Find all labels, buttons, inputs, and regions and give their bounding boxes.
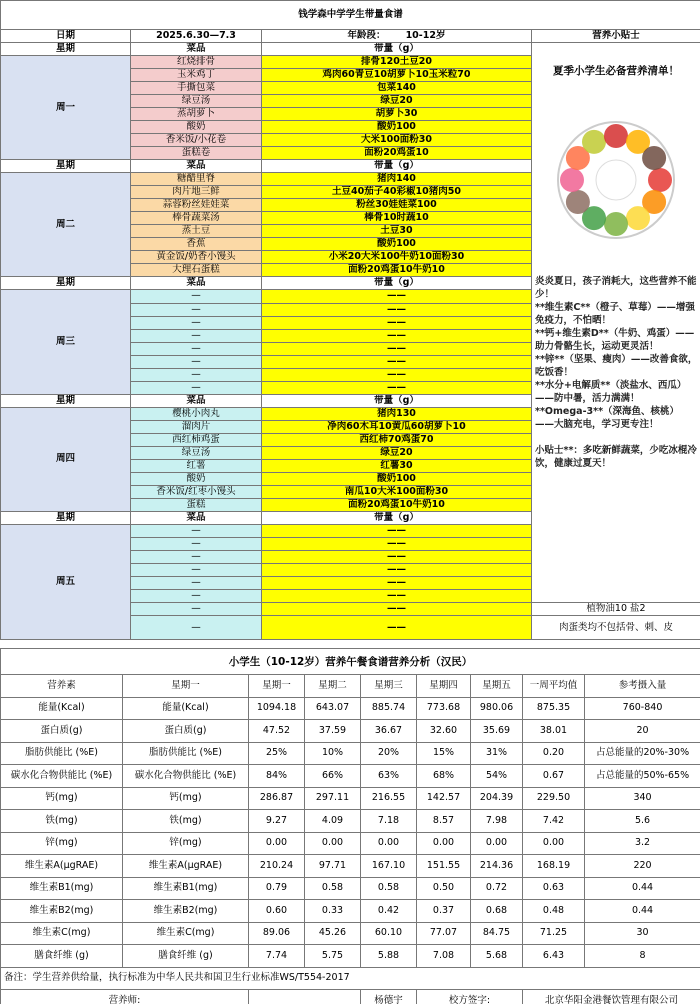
analysis-row (1, 832, 700, 855)
analysis-cell: 875.35 (523, 697, 585, 720)
tip-line: **钙+维生素D**（牛奶、鸡蛋）——助力骨骼生长，运动更灵活！ (535, 328, 695, 352)
dish-name: — (131, 381, 262, 394)
dish-amount: —— (262, 538, 532, 551)
dish-amount: 包菜140 (262, 82, 532, 95)
analysis-header: 星期五 (471, 675, 523, 698)
analysis-cell: 0.67 (523, 765, 585, 788)
dish-amount: —— (262, 329, 532, 342)
dish-name: 手撕包菜 (131, 82, 262, 95)
school-sign-label: 校方签字: (417, 990, 523, 1004)
dish-name: 红烧排骨 (131, 56, 262, 69)
dish-amount: 酸奶100 (262, 238, 532, 251)
dish-name: — (131, 290, 262, 303)
day-label: 周一 (1, 56, 131, 160)
analysis-cell: 210.24 (249, 855, 305, 878)
dish-name: 香米饭/小花卷 (131, 134, 262, 147)
signature-row (1, 990, 700, 1004)
analysis-cell: 5.68 (471, 945, 523, 968)
analysis-title: 小学生（10-12岁）营养午餐食谱营养分析（汉民） (1, 649, 700, 675)
tips-header: 营养小贴士 (532, 30, 700, 43)
food-plate-image (553, 117, 679, 243)
dish-amount: —— (262, 603, 532, 616)
dish-name: — (131, 551, 262, 564)
analysis-header: 星期三 (361, 675, 417, 698)
dish-name: — (131, 316, 262, 329)
dish-amount: —— (262, 290, 532, 303)
analysis-cell: 37.59 (305, 720, 361, 743)
analysis-cell: 68% (417, 765, 471, 788)
title-row (1, 1, 700, 30)
analysis-cell: 25% (249, 742, 305, 765)
analysis-cell: 47.52 (249, 720, 305, 743)
dish-name: — (131, 342, 262, 355)
analysis-title-row (1, 649, 700, 675)
dietitian-label: 营养师: (1, 990, 249, 1004)
analysis-cell: 204.39 (471, 787, 523, 810)
analysis-cell: 643.07 (305, 697, 361, 720)
dish-name: 西红柿鸡蛋 (131, 433, 262, 446)
meat-note: 肉蛋类均不包括骨、刺、皮 (532, 616, 700, 640)
dish-amount: 粉丝30娃娃菜100 (262, 199, 532, 212)
analysis-cell: 5.6 (585, 810, 700, 833)
analysis-cell: 38.01 (523, 720, 585, 743)
analysis-header-row (1, 675, 700, 698)
age-value: 10-12岁 (405, 30, 446, 41)
weekday-header: 星期 (1, 277, 131, 290)
analysis-cell: 维生素A(μgRAE) (123, 855, 249, 878)
day-label: 周五 (1, 524, 131, 639)
analysis-cell: 膳食纤维 (g) (1, 945, 123, 968)
day-label: 周三 (1, 290, 131, 394)
analysis-row (1, 742, 700, 765)
day-header-row (1, 43, 700, 56)
analysis-cell: 维生素B2(mg) (1, 900, 123, 923)
analysis-cell: 钙(mg) (1, 787, 123, 810)
dish-name: 绿豆汤 (131, 446, 262, 459)
analysis-cell: 20 (585, 720, 700, 743)
analysis-cell: 0.33 (305, 900, 361, 923)
analysis-cell: 340 (585, 787, 700, 810)
dish-header: 菜品 (131, 394, 262, 407)
analysis-row (1, 945, 700, 968)
analysis-cell: 20% (361, 742, 417, 765)
analysis-cell: 0.00 (305, 832, 361, 855)
dish-name: — (131, 616, 262, 640)
analysis-cell: 能量(Kcal) (123, 697, 249, 720)
analysis-cell: 10% (305, 742, 361, 765)
weekday-header: 星期 (1, 394, 131, 407)
analysis-cell: 7.74 (249, 945, 305, 968)
analysis-cell: 膳食纤维 (g) (123, 945, 249, 968)
analysis-cell: 60.10 (361, 922, 417, 945)
company-name: 北京华阳金港餐饮管理有限公司 (523, 990, 700, 1004)
dish-amount: —— (262, 551, 532, 564)
tip-line (535, 431, 698, 444)
dish-amount: 面粉20鸡蛋10 (262, 147, 532, 160)
analysis-cell: 7.08 (417, 945, 471, 968)
analysis-cell: 6.43 (523, 945, 585, 968)
dish-header: 菜品 (131, 43, 262, 56)
amount-header: 带量（g） (262, 511, 532, 524)
analysis-cell: 30 (585, 922, 700, 945)
analysis-cell: 0.58 (305, 877, 361, 900)
analysis-cell: 维生素B1(mg) (123, 877, 249, 900)
tips-panel (532, 43, 700, 603)
dish-amount: 土豆40茄子40彩椒10猪肉50 (262, 186, 532, 199)
analysis-cell: 45.26 (305, 922, 361, 945)
analysis-cell: 0.00 (361, 832, 417, 855)
dish-amount: 绿豆20 (262, 95, 532, 108)
dish-amount: 猪肉140 (262, 173, 532, 186)
analysis-cell: 220 (585, 855, 700, 878)
dish-amount: 南瓜10大米100面粉30 (262, 485, 532, 498)
dish-amount: —— (262, 381, 532, 394)
dish-name: 绿豆汤 (131, 95, 262, 108)
analysis-cell: 蛋白质(g) (123, 720, 249, 743)
dish-amount: —— (262, 316, 532, 329)
analysis-cell: 脂肪供能比 (%E) (123, 742, 249, 765)
dish-name: 溜肉片 (131, 420, 262, 433)
analysis-cell: 0.44 (585, 900, 700, 923)
dish-amount: —— (262, 355, 532, 368)
dish-name: 香蕉 (131, 238, 262, 251)
tip-line: **维生素C**（橙子、草莓）——增强免疫力，不怕晒！ (535, 302, 695, 326)
analysis-cell: 5.88 (361, 945, 417, 968)
dish-name: 香米饭/红枣小馒头 (131, 485, 262, 498)
dish-amount: 西红柿70鸡蛋70 (262, 433, 532, 446)
dish-name: 蒸土豆 (131, 225, 262, 238)
dish-name: 红薯 (131, 459, 262, 472)
dish-amount: 红薯30 (262, 459, 532, 472)
analysis-cell: 15% (417, 742, 471, 765)
dish-amount: 胡萝卜30 (262, 108, 532, 121)
analysis-cell: 773.68 (417, 697, 471, 720)
amount-header: 带量（g） (262, 277, 532, 290)
dish-name: 棒骨蔬菜汤 (131, 212, 262, 225)
analysis-cell: 8.57 (417, 810, 471, 833)
analysis-cell: 89.06 (249, 922, 305, 945)
dish-name: 蛋糕 (131, 498, 262, 511)
amount-header: 带量（g） (262, 394, 532, 407)
age-label: 年龄段： (347, 30, 386, 41)
analysis-cell: 蛋白质(g) (1, 720, 123, 743)
analysis-cell: 7.18 (361, 810, 417, 833)
dish-name: — (131, 538, 262, 551)
analysis-header: 参考摄入量 (585, 675, 700, 698)
analysis-cell: 7.98 (471, 810, 523, 833)
analysis-cell: 3.2 (585, 832, 700, 855)
analysis-cell: 31% (471, 742, 523, 765)
dish-name: — (131, 603, 262, 616)
analysis-row (1, 697, 700, 720)
analysis-cell: 36.67 (361, 720, 417, 743)
dish-name: — (131, 303, 262, 316)
dish-amount: 面粉20鸡蛋10牛奶10 (262, 498, 532, 511)
dish-amount: —— (262, 303, 532, 316)
dish-name: 蒸胡萝卜 (131, 108, 262, 121)
tips-headline: 夏季小学生必备营养清单！ (553, 65, 679, 77)
analysis-cell: 980.06 (471, 697, 523, 720)
dish-header: 菜品 (131, 511, 262, 524)
remark-row (1, 967, 700, 990)
analysis-cell: 0.58 (361, 877, 417, 900)
analysis-cell: 钙(mg) (123, 787, 249, 810)
tip-line: **Omega-3**（深海鱼、核桃）——大脑充电，学习更专注！ (535, 406, 680, 430)
analysis-cell: 0.42 (361, 900, 417, 923)
dish-amount: —— (262, 342, 532, 355)
tip-line: 炎炎夏日，孩子消耗大，这些营养不能少！ (535, 276, 697, 300)
dish-name: 酸奶 (131, 472, 262, 485)
age-cell (262, 30, 532, 43)
dish-amount: —— (262, 616, 532, 640)
analysis-cell: 0.37 (417, 900, 471, 923)
dish-amount: —— (262, 577, 532, 590)
oil-salt-note: 植物油10 盐2 (532, 603, 700, 616)
analysis-cell: 0.50 (417, 877, 471, 900)
dish-amount: 土豆30 (262, 225, 532, 238)
analysis-cell: 脂肪供能比 (%E) (1, 742, 123, 765)
analysis-cell: 71.25 (523, 922, 585, 945)
dish-amount: 排骨120土豆20 (262, 56, 532, 69)
dish-amount: —— (262, 524, 532, 537)
analysis-cell: 锌(mg) (1, 832, 123, 855)
weekday-header: 星期 (1, 43, 131, 56)
dish-name: — (131, 329, 262, 342)
analysis-cell: 0.63 (523, 877, 585, 900)
dish-amount: 鸡肉60青豆10胡萝卜10玉米粒70 (262, 69, 532, 82)
analysis-cell: 229.50 (523, 787, 585, 810)
analysis-cell: 7.42 (523, 810, 585, 833)
nutrition-analysis-table (0, 648, 700, 1004)
analysis-cell: 0.68 (471, 900, 523, 923)
date-label: 日期 (1, 30, 131, 43)
analysis-row (1, 810, 700, 833)
analysis-header: 一周平均值 (523, 675, 585, 698)
analysis-cell: 碳水化合物供能比 (%E) (123, 765, 249, 788)
analysis-cell: 占总能量的50%-65% (585, 765, 700, 788)
analysis-cell: 35.69 (471, 720, 523, 743)
analysis-cell: 0.00 (523, 832, 585, 855)
dish-name: 黄金饭/奶香小馒头 (131, 251, 262, 264)
analysis-cell: 5.75 (305, 945, 361, 968)
analysis-cell: 0.00 (471, 832, 523, 855)
analysis-header: 营养素 (1, 675, 123, 698)
analysis-cell: 铁(mg) (1, 810, 123, 833)
analysis-cell: 0.00 (249, 832, 305, 855)
analysis-cell: 0.60 (249, 900, 305, 923)
dish-name: — (131, 524, 262, 537)
analysis-cell: 0.48 (523, 900, 585, 923)
dish-amount: —— (262, 590, 532, 603)
analysis-cell: 760-840 (585, 697, 700, 720)
analysis-header: 星期一 (249, 675, 305, 698)
analysis-cell: 铁(mg) (123, 810, 249, 833)
amount-header: 带量（g） (262, 43, 532, 56)
analysis-row (1, 877, 700, 900)
analysis-cell: 167.10 (361, 855, 417, 878)
tip-line: **锌**（坚果、瘦肉）——改善食欲，吃饭香！ (535, 354, 698, 378)
dish-name: 大理石蛋糕 (131, 264, 262, 277)
dish-amount: 酸奶100 (262, 121, 532, 134)
date-row (1, 30, 700, 43)
analysis-cell: 维生素B2(mg) (123, 900, 249, 923)
tip-line: **水分+电解质**（淡盐水、西瓜）——防中暑，活力满满！ (535, 380, 687, 404)
dish-amount: 棒骨10时蔬10 (262, 212, 532, 225)
analysis-cell: 0.79 (249, 877, 305, 900)
analysis-cell: 9.27 (249, 810, 305, 833)
dish-amount: 酸奶100 (262, 472, 532, 485)
analysis-cell: 84.75 (471, 922, 523, 945)
dish-amount: 绿豆20 (262, 446, 532, 459)
analysis-cell: 151.55 (417, 855, 471, 878)
blank-cell (249, 990, 361, 1004)
dish-name: — (131, 355, 262, 368)
analysis-cell: 1094.18 (249, 697, 305, 720)
analysis-cell: 97.71 (305, 855, 361, 878)
analysis-cell: 锌(mg) (123, 832, 249, 855)
analysis-cell: 142.57 (417, 787, 471, 810)
analysis-cell: 维生素C(mg) (123, 922, 249, 945)
analysis-cell: 维生素A(μgRAE) (1, 855, 123, 878)
analysis-cell: 216.55 (361, 787, 417, 810)
dish-amount: —— (262, 564, 532, 577)
dish-amount: 净肉60木耳10黄瓜60胡萝卜10 (262, 420, 532, 433)
dietitian-name: 杨德宇 (361, 990, 417, 1004)
dish-name: — (131, 368, 262, 381)
dish-name: 樱桃小肉丸 (131, 407, 262, 420)
analysis-cell: 297.11 (305, 787, 361, 810)
weekday-header: 星期 (1, 511, 131, 524)
day-label: 周四 (1, 407, 131, 511)
amount-header: 带量（g） (262, 160, 532, 173)
day-label: 周二 (1, 173, 131, 277)
analysis-header: 星期一 (123, 675, 249, 698)
dish-name: 酸奶 (131, 121, 262, 134)
analysis-cell: 0.20 (523, 742, 585, 765)
date-range: 2025.6.30—7.3 (131, 30, 262, 43)
dish-name: 肉片地三鲜 (131, 186, 262, 199)
dish-name: — (131, 577, 262, 590)
dish-name: — (131, 564, 262, 577)
analysis-cell: 286.87 (249, 787, 305, 810)
dish-header: 菜品 (131, 160, 262, 173)
dish-amount: 小米20大米100牛奶10面粉30 (262, 251, 532, 264)
dish-amount: 面粉20鸡蛋10牛奶10 (262, 264, 532, 277)
dish-name: — (131, 590, 262, 603)
analysis-cell: 能量(Kcal) (1, 697, 123, 720)
dish-header: 菜品 (131, 277, 262, 290)
remark: 备注：学生营养供给量，执行标准为中华人民共和国卫生行业标准WS/T554-2017 (1, 967, 700, 990)
dish-name: 糖醋里脊 (131, 173, 262, 186)
page-title: 钱学森中学学生带量食谱 (1, 1, 700, 30)
analysis-cell: 0.00 (417, 832, 471, 855)
analysis-header: 星期四 (417, 675, 471, 698)
analysis-row (1, 787, 700, 810)
analysis-cell: 0.44 (585, 877, 700, 900)
analysis-cell: 63% (361, 765, 417, 788)
tips-body (532, 243, 700, 470)
analysis-cell: 占总能量的20%-30% (585, 742, 700, 765)
analysis-row (1, 855, 700, 878)
analysis-row (1, 900, 700, 923)
analysis-cell: 0.72 (471, 877, 523, 900)
dish-name: 蛋糕卷 (131, 147, 262, 160)
analysis-row (1, 765, 700, 788)
analysis-header: 星期二 (305, 675, 361, 698)
analysis-cell: 84% (249, 765, 305, 788)
analysis-cell: 77.07 (417, 922, 471, 945)
analysis-cell: 214.36 (471, 855, 523, 878)
dish-amount: 大米100面粉30 (262, 134, 532, 147)
analysis-row (1, 922, 700, 945)
dish-amount: —— (262, 368, 532, 381)
analysis-cell: 66% (305, 765, 361, 788)
analysis-cell: 维生素C(mg) (1, 922, 123, 945)
analysis-cell: 168.19 (523, 855, 585, 878)
analysis-row (1, 720, 700, 743)
dish-amount: 猪肉130 (262, 407, 532, 420)
dish-name: 蒜蓉粉丝娃娃菜 (131, 199, 262, 212)
weekday-header: 星期 (1, 160, 131, 173)
analysis-cell: 8 (585, 945, 700, 968)
tip-line: 小贴士**：多吃新鲜蔬菜，少吃冰棍冷饮，健康过夏天！ (535, 445, 697, 469)
analysis-cell: 维生素B1(mg) (1, 877, 123, 900)
dish-name: 玉米鸡丁 (131, 69, 262, 82)
analysis-cell: 885.74 (361, 697, 417, 720)
analysis-cell: 4.09 (305, 810, 361, 833)
analysis-cell: 54% (471, 765, 523, 788)
analysis-cell: 32.60 (417, 720, 471, 743)
analysis-cell: 碳水化合物供能比 (%E) (1, 765, 123, 788)
